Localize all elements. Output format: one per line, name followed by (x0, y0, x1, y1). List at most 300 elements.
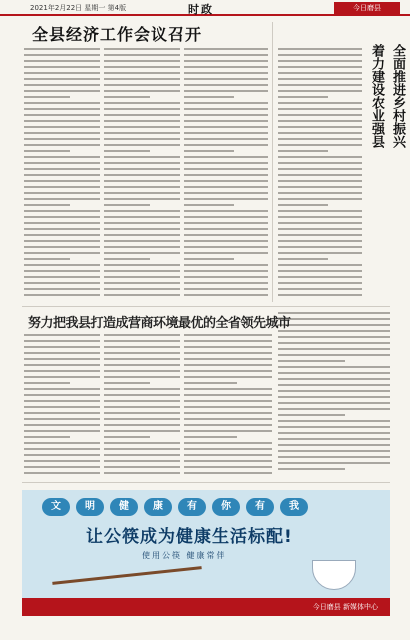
text-line (278, 354, 390, 356)
text-line (24, 156, 100, 158)
text-line (104, 168, 180, 170)
text-line (104, 174, 180, 176)
text-line (104, 102, 180, 104)
column-divider (272, 22, 273, 302)
text-line (184, 120, 268, 122)
text-line (104, 90, 180, 92)
text-line (24, 364, 100, 366)
text-line (104, 210, 180, 212)
text-line (184, 394, 272, 396)
text-line (184, 54, 268, 56)
article-column (104, 48, 180, 302)
text-line (278, 258, 328, 260)
text-line (184, 454, 272, 456)
text-line (24, 138, 100, 140)
text-line (184, 180, 268, 182)
text-line (24, 66, 100, 68)
public-service-ad (22, 490, 390, 616)
text-line (24, 126, 100, 128)
text-line (278, 318, 390, 320)
middle-headline: 努力把我县打造成营商环境最优的全省领先城市 (28, 316, 291, 331)
text-line (104, 72, 180, 74)
text-line (24, 412, 100, 414)
text-line (104, 228, 180, 230)
text-line (24, 370, 100, 372)
text-line (278, 228, 362, 230)
text-line (104, 180, 180, 182)
text-line (24, 90, 100, 92)
text-line (24, 282, 100, 284)
text-line (104, 150, 150, 152)
text-line (278, 66, 362, 68)
text-line (24, 96, 70, 98)
text-line (24, 132, 100, 134)
text-line (184, 466, 272, 468)
text-line (278, 420, 390, 422)
text-line (24, 258, 70, 260)
article-column (24, 334, 100, 478)
text-line (184, 204, 234, 206)
text-line (104, 352, 180, 354)
text-line (184, 78, 268, 80)
text-line (104, 472, 180, 474)
text-line (184, 264, 268, 266)
text-line (278, 108, 362, 110)
text-line (24, 418, 100, 420)
article-column (184, 48, 268, 302)
text-line (184, 240, 268, 242)
text-line (24, 78, 100, 80)
text-line (278, 288, 362, 290)
text-line (104, 60, 180, 62)
text-line (104, 222, 180, 224)
text-line (184, 388, 272, 390)
text-line (104, 276, 180, 278)
text-line (24, 174, 100, 176)
text-line (104, 364, 180, 366)
text-line (184, 436, 237, 438)
text-line (104, 376, 180, 378)
text-line (184, 84, 268, 86)
text-line (184, 126, 268, 128)
text-line (104, 84, 180, 86)
text-line (104, 270, 180, 272)
text-line (104, 406, 180, 408)
text-line (278, 348, 390, 350)
text-line (278, 186, 362, 188)
text-line (278, 378, 390, 380)
text-line (104, 78, 180, 80)
text-line (278, 72, 362, 74)
text-line (184, 382, 237, 384)
text-line (278, 198, 362, 200)
text-line (184, 406, 272, 408)
text-line (278, 102, 362, 104)
ad-title: 让公筷成为健康生活标配! (86, 527, 293, 547)
text-line (24, 270, 100, 272)
text-line (104, 282, 180, 284)
text-line (24, 382, 70, 384)
text-line (104, 294, 180, 296)
text-line (278, 138, 362, 140)
text-line (278, 408, 390, 410)
text-line (104, 246, 180, 248)
text-line (24, 102, 100, 104)
text-line (24, 252, 100, 254)
section-divider (22, 306, 390, 307)
text-line (278, 120, 362, 122)
text-line (184, 60, 268, 62)
text-line (24, 264, 100, 266)
text-line (184, 138, 268, 140)
text-line (24, 120, 100, 122)
text-line (104, 358, 180, 360)
text-line (104, 436, 150, 438)
text-line (184, 162, 268, 164)
text-line (24, 454, 100, 456)
right-vertical-headline-2: 着力建设农业强县 (369, 44, 384, 148)
text-line (184, 222, 268, 224)
text-line (278, 162, 362, 164)
text-line (184, 168, 268, 170)
text-line (184, 334, 272, 336)
issue-date: 2021年2月22日 星期一 第4版 (30, 4, 127, 12)
text-line (184, 234, 268, 236)
text-line (184, 352, 272, 354)
text-line (24, 358, 100, 360)
text-line (278, 234, 362, 236)
text-line (104, 234, 180, 236)
text-line (24, 460, 100, 462)
text-line (24, 84, 100, 86)
text-line (184, 288, 268, 290)
ad-slogan-pills (42, 498, 308, 516)
text-line (104, 156, 180, 158)
text-line (24, 210, 100, 212)
ad-pill: 你 (212, 498, 240, 516)
text-line (104, 346, 180, 348)
text-line (24, 430, 100, 432)
text-line (278, 336, 390, 338)
ad-pill: 明 (76, 498, 104, 516)
text-line (104, 138, 180, 140)
text-line (24, 472, 100, 474)
text-line (184, 228, 268, 230)
text-line (24, 216, 100, 218)
text-line (104, 370, 180, 372)
article-column (278, 312, 390, 478)
text-line (104, 162, 180, 164)
text-line (278, 324, 390, 326)
section-divider (22, 482, 390, 483)
text-line (24, 466, 100, 468)
text-line (24, 72, 100, 74)
text-line (278, 216, 362, 218)
text-line (184, 144, 268, 146)
text-line (184, 358, 272, 360)
text-line (104, 382, 150, 384)
text-line (278, 444, 390, 446)
text-line (104, 460, 180, 462)
text-line (278, 372, 390, 374)
article-column (104, 334, 180, 478)
text-line (184, 90, 268, 92)
text-line (184, 48, 268, 50)
text-line (184, 246, 268, 248)
text-line (184, 114, 268, 116)
text-line (184, 442, 272, 444)
text-line (24, 436, 70, 438)
text-line (278, 210, 362, 212)
text-line (24, 240, 100, 242)
text-line (184, 430, 272, 432)
text-line (278, 90, 362, 92)
text-line (24, 394, 100, 396)
text-line (184, 376, 272, 378)
article-column (278, 48, 362, 302)
text-line (278, 270, 362, 272)
text-line (184, 346, 272, 348)
text-line (278, 204, 328, 206)
text-line (104, 48, 180, 50)
ad-subtitle: 使用公筷 健康常伴 (142, 551, 227, 560)
text-line (104, 96, 150, 98)
text-line (24, 234, 100, 236)
text-line (184, 276, 268, 278)
text-line (278, 282, 362, 284)
text-line (184, 472, 272, 474)
text-line (104, 448, 180, 450)
ad-pill: 我 (280, 498, 308, 516)
text-line (104, 132, 180, 134)
text-line (104, 186, 180, 188)
text-line (104, 466, 180, 468)
text-line (184, 448, 272, 450)
text-line (184, 258, 234, 260)
text-line (278, 402, 390, 404)
text-line (184, 72, 268, 74)
text-line (104, 66, 180, 68)
text-line (104, 108, 180, 110)
text-line (24, 406, 100, 408)
text-line (278, 96, 328, 98)
text-line (278, 168, 362, 170)
text-line (278, 384, 390, 386)
text-line (24, 376, 100, 378)
text-line (24, 54, 100, 56)
text-line (104, 288, 180, 290)
ad-pill: 健 (110, 498, 138, 516)
text-line (278, 150, 328, 152)
text-line (278, 54, 362, 56)
text-line (104, 394, 180, 396)
text-line (278, 450, 390, 452)
text-line (24, 198, 100, 200)
text-line (24, 246, 100, 248)
text-line (24, 144, 100, 146)
text-line (104, 334, 180, 336)
text-line (184, 370, 272, 372)
text-line (104, 198, 180, 200)
text-line (24, 228, 100, 230)
article-column (24, 48, 100, 302)
text-line (104, 418, 180, 420)
text-line (104, 454, 180, 456)
text-line (104, 340, 180, 342)
text-line (24, 48, 100, 50)
text-line (278, 468, 345, 470)
text-line (24, 346, 100, 348)
text-line (278, 294, 362, 296)
text-line (278, 330, 390, 332)
text-line (278, 366, 390, 368)
text-line (184, 400, 272, 402)
text-line (278, 84, 362, 86)
text-line (278, 144, 362, 146)
text-line (184, 66, 268, 68)
main-headline: 全县经济工作会议召开 (32, 25, 203, 44)
text-line (184, 108, 268, 110)
text-line (278, 222, 362, 224)
text-line (184, 102, 268, 104)
text-line (104, 412, 180, 414)
text-line (104, 192, 180, 194)
text-line (278, 114, 362, 116)
text-line (184, 210, 268, 212)
text-line (278, 126, 362, 128)
text-line (104, 258, 150, 260)
text-line (24, 186, 100, 188)
text-line (184, 132, 268, 134)
text-line (24, 192, 100, 194)
text-line (278, 156, 362, 158)
ad-pill: 有 (246, 498, 274, 516)
text-line (24, 114, 100, 116)
text-line (104, 430, 180, 432)
text-line (104, 424, 180, 426)
text-line (24, 180, 100, 182)
text-line (24, 334, 100, 336)
chopsticks-icon (52, 566, 201, 585)
text-line (104, 442, 180, 444)
ad-pill: 康 (144, 498, 172, 516)
text-line (184, 282, 268, 284)
text-line (104, 144, 180, 146)
text-line (278, 426, 390, 428)
text-line (184, 460, 272, 462)
text-line (104, 252, 180, 254)
text-line (24, 288, 100, 290)
ad-footer-bar (22, 598, 390, 616)
text-line (104, 114, 180, 116)
text-line (104, 120, 180, 122)
text-line (184, 156, 268, 158)
text-line (278, 390, 390, 392)
text-line (184, 294, 268, 296)
text-line (184, 192, 268, 194)
text-line (24, 108, 100, 110)
ad-pill: 文 (42, 498, 70, 516)
text-line (184, 186, 268, 188)
text-line (104, 264, 180, 266)
article-column (184, 334, 272, 478)
text-line (278, 48, 362, 50)
text-line (278, 132, 362, 134)
text-line (184, 364, 272, 366)
text-line (24, 400, 100, 402)
text-line (278, 264, 362, 266)
text-line (278, 456, 390, 458)
text-line (184, 424, 272, 426)
text-line (278, 276, 362, 278)
text-line (24, 424, 100, 426)
text-line (278, 462, 390, 464)
text-line (278, 312, 390, 314)
ad-footer-text: 今日磨县 新媒体中心 (312, 603, 378, 611)
bowl-icon (312, 560, 356, 590)
text-line (104, 400, 180, 402)
text-line (184, 150, 234, 152)
text-line (184, 252, 268, 254)
text-line (278, 360, 345, 362)
text-line (24, 162, 100, 164)
text-line (104, 388, 180, 390)
text-line (24, 448, 100, 450)
text-line (278, 174, 362, 176)
text-line (278, 78, 362, 80)
text-line (24, 352, 100, 354)
text-line (104, 216, 180, 218)
text-line (278, 432, 390, 434)
text-line (278, 414, 345, 416)
text-line (278, 246, 362, 248)
text-line (104, 240, 180, 242)
text-line (24, 294, 100, 296)
text-line (184, 216, 268, 218)
text-line (24, 340, 100, 342)
text-line (184, 96, 234, 98)
text-line (278, 240, 362, 242)
text-line (24, 150, 70, 152)
text-line (104, 204, 150, 206)
text-line (278, 438, 390, 440)
text-line (278, 252, 362, 254)
text-line (24, 442, 100, 444)
right-vertical-headline: 全面推进乡村振兴 (390, 44, 405, 148)
text-line (24, 276, 100, 278)
text-line (278, 342, 390, 344)
text-line (278, 396, 390, 398)
text-line (24, 222, 100, 224)
ad-pill: 有 (178, 498, 206, 516)
text-line (184, 198, 268, 200)
text-line (184, 412, 272, 414)
masthead (0, 0, 410, 16)
text-line (278, 180, 362, 182)
text-line (184, 270, 268, 272)
text-line (24, 168, 100, 170)
newspaper-logo: 今日磨县 (334, 2, 400, 14)
text-line (278, 192, 362, 194)
text-line (104, 54, 180, 56)
text-line (184, 418, 272, 420)
text-line (278, 60, 362, 62)
text-line (184, 340, 272, 342)
text-line (24, 388, 100, 390)
text-line (24, 60, 100, 62)
text-line (104, 126, 180, 128)
text-line (24, 204, 70, 206)
